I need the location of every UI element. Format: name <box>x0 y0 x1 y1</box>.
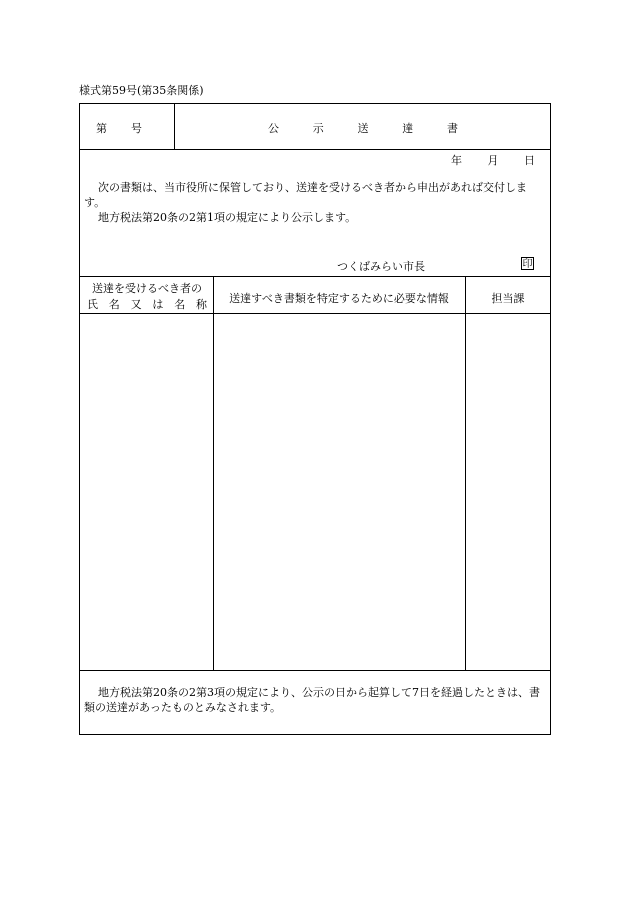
table-bottom-line <box>80 670 550 671</box>
recipient-header-line1: 送達を受けるべき者の <box>92 282 202 295</box>
recipient-char-3: 又 <box>130 298 142 311</box>
date-year: 年 <box>451 154 462 167</box>
form-number: 様式第59号(第35条関係) <box>79 84 204 97</box>
recipient-char-2: 名 <box>108 298 120 311</box>
notice-paragraph-1: 次の書類は、当市役所に保管しており、送達を受けるべき者から申出があれば交付します。 <box>84 181 527 209</box>
document-info-header: 送達すべき書類を特定するために必要な情報 <box>229 292 449 305</box>
notice-paragraph-2: 地方税法第20条の2第1項の規定により公示します。 <box>98 211 357 224</box>
header-divider <box>174 104 175 149</box>
date-line <box>451 152 535 168</box>
recipient-cell[interactable] <box>80 314 213 670</box>
number-char-1: 第 <box>96 122 107 135</box>
date-month: 月 <box>487 154 499 167</box>
recipient-char-4: は <box>152 298 164 311</box>
seal-mark: 印 <box>522 259 533 270</box>
recipient-header-line2 <box>87 296 207 312</box>
department-cell[interactable] <box>466 314 550 670</box>
body-bottom-line <box>80 276 550 277</box>
recipient-char-5: 名 <box>174 298 186 311</box>
footer-note: 地方税法第20条の2第3項の規定により、公示の日から起算して7日を経過したときは、書類の送達があったものとみなされます。 <box>84 686 540 714</box>
notice-form <box>79 103 551 735</box>
date-day: 日 <box>524 154 535 167</box>
recipient-char-1: 氏 <box>87 298 98 311</box>
signer-title: つくばみらい市長 <box>337 260 425 273</box>
title-char-1: 公 <box>268 122 279 135</box>
title-char-3: 送 <box>357 122 369 135</box>
recipient-char-6: 称 <box>195 298 207 311</box>
department-header: 担当課 <box>491 292 525 305</box>
title-char-5: 書 <box>447 122 458 135</box>
header-bottom-line <box>80 149 550 150</box>
title-char-4: 達 <box>402 122 414 135</box>
number-label <box>96 120 142 136</box>
title-char-2: 示 <box>312 122 324 135</box>
document-info-cell[interactable] <box>214 314 465 670</box>
document-title <box>268 120 458 136</box>
number-char-2: 号 <box>131 122 142 135</box>
